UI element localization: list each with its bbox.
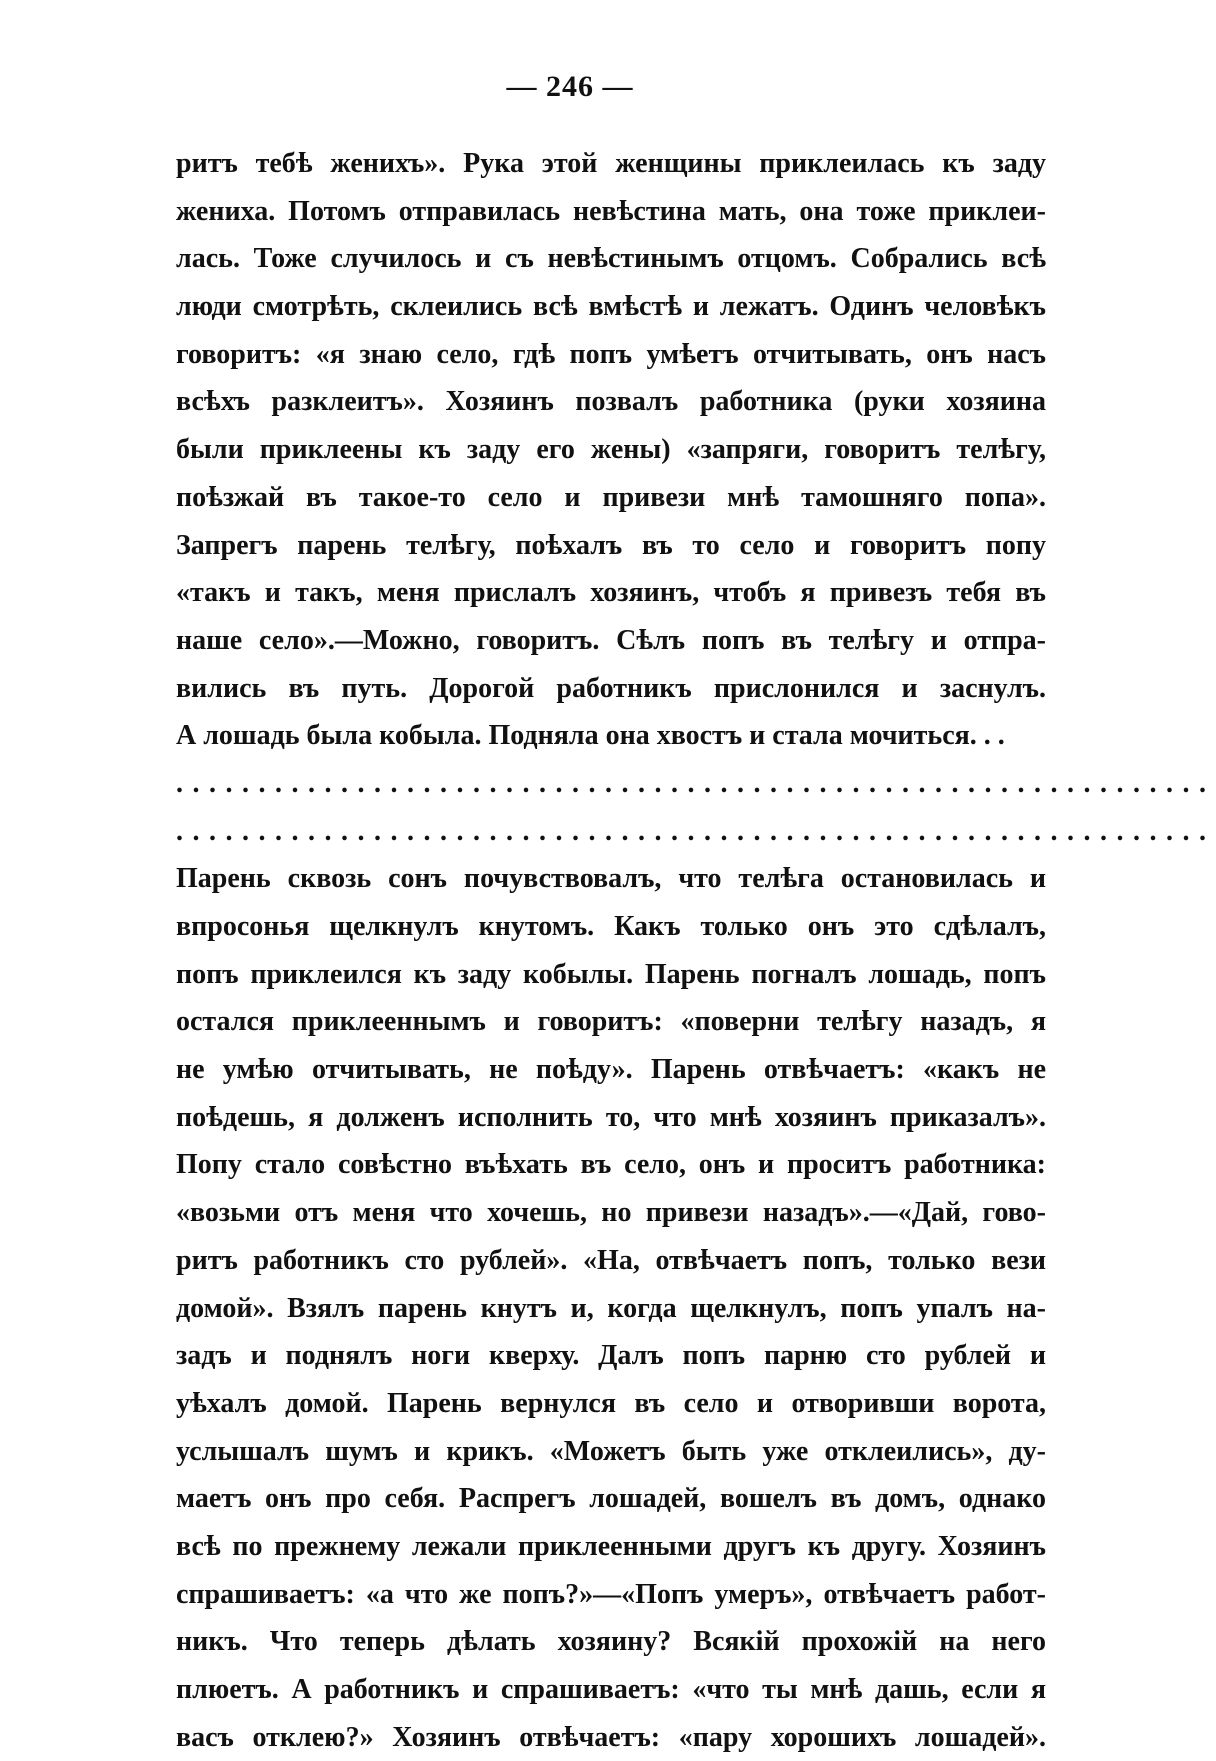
text-line: вились въ путь. Дорогой работникъ прислонился и заснулъ.	[176, 672, 1046, 704]
text-line: жениха. Потомъ отправилась невѣстина мать, она тоже приклеи-	[176, 195, 1046, 227]
page-number: — 246 —	[506, 70, 634, 103]
text-line: не умѣю отчитывать, не поѣду». Парень отвѣчаетъ: «какъ не	[176, 1054, 1046, 1086]
text-line: наше село».—Можно, говоритъ. Сѣлъ попъ въ телѣгу и отпра-	[176, 624, 1046, 656]
text-line: были приклеены къ заду его жены) «запряги, говоритъ телѣгу,	[176, 434, 1046, 466]
text-line: «такъ и такъ, меня прислалъ хозяинъ, чтобъ я привезъ тебя въ	[176, 577, 1046, 609]
text-line: Запрегъ парень телѣгу, поѣхалъ въ то село и говоритъ попу	[176, 529, 1046, 561]
omission-dots	[176, 760, 1216, 855]
text-line: «возьми отъ меня что хочешь, но привези назадъ».—«Дай, гово-	[176, 1197, 1046, 1229]
text-line: ритъ тебѣ женихъ». Рука этой женщины приклеилась къ заду	[176, 148, 1046, 179]
text-line: поѣзжай въ такое-то село и привези мнѣ тамошняго попа».	[176, 481, 1046, 513]
text-line: ритъ работникъ сто рублей». «На, отвѣчаетъ попъ, только вези	[176, 1244, 1046, 1276]
text-line: маетъ онъ про себя. Распрегъ лошадей, вошелъ въ домъ, однако	[176, 1483, 1046, 1515]
text-line: всѣхъ разклеитъ». Хозяинъ позвалъ работника (руки хозяина	[176, 386, 1046, 418]
text-line: васъ отклею?» Хозяинъ отвѣчаетъ: «пару хорошихъ лошадей».	[176, 1721, 1046, 1753]
text-line: люди смотрѣть, склеились всѣ вмѣстѣ и лежатъ. Одинъ человѣкъ	[176, 291, 1046, 323]
text-line: Парень сквозь сонъ почувствовалъ, что телѣга остановилась и	[176, 863, 1046, 895]
text-line: домой». Взялъ парень кнутъ и, когда щелкнулъ, попъ упалъ на-	[176, 1292, 1046, 1324]
text-line: остался приклееннымъ и говоритъ: «поверни телѣгу назадъ, я	[176, 1006, 1046, 1038]
text-line: всѣ по прежнему лежали приклеенными другъ къ другу. Хозяинъ	[176, 1530, 1046, 1562]
text-line: уѣхалъ домой. Парень вернулся въ село и отворивши ворота,	[176, 1387, 1046, 1419]
text-line: задъ и поднялъ ноги кверху. Далъ попъ парню сто рублей и	[176, 1340, 1046, 1372]
dots-line: ...............................................................	[176, 767, 1216, 799]
text-line: говоритъ: «я знаю село, гдѣ попъ умѣетъ отчитывать, онъ насъ	[176, 338, 1046, 370]
text-line: попъ приклеился къ заду кобылы. Парень погналъ лошадь, попъ	[176, 958, 1046, 990]
text-line: поѣдешь, я долженъ исполнить то, что мнѣ хозяинъ приказалъ».	[176, 1101, 1046, 1133]
text-line: услышалъ шумъ и крикъ. «Можетъ быть уже отклеились», ду-	[176, 1435, 1046, 1467]
page-text	[176, 140, 1216, 1761]
text-line: впросонья щелкнулъ кнутомъ. Какъ только онъ это сдѣлалъ,	[176, 911, 1046, 942]
text-line: спрашиваетъ: «а что же попъ?»—«Попъ умеръ», отвѣчаетъ работ-	[176, 1578, 1046, 1610]
paragraph-1	[176, 140, 1046, 760]
text-line: плюетъ. А работникъ и спрашиваетъ: «что ты мнѣ дашь, если я	[176, 1674, 1046, 1705]
text-line: Попу стало совѣстно въѣхать въ село, онъ и проситъ работника:	[176, 1149, 1046, 1181]
dots-line: ...............................................................	[176, 815, 1216, 847]
text-line: лась. Тоже случилось и съ невѣстинымъ отцомъ. Собрались всѣ	[176, 243, 1046, 275]
text-line: никъ. Что теперь дѣлать хозяину? Всякій прохожій на него	[176, 1626, 1046, 1658]
paragraph-2	[176, 855, 1046, 1761]
text-line: А лошадь была кобыла. Подняла она хвостъ и стала мочиться. . .	[176, 720, 1005, 752]
